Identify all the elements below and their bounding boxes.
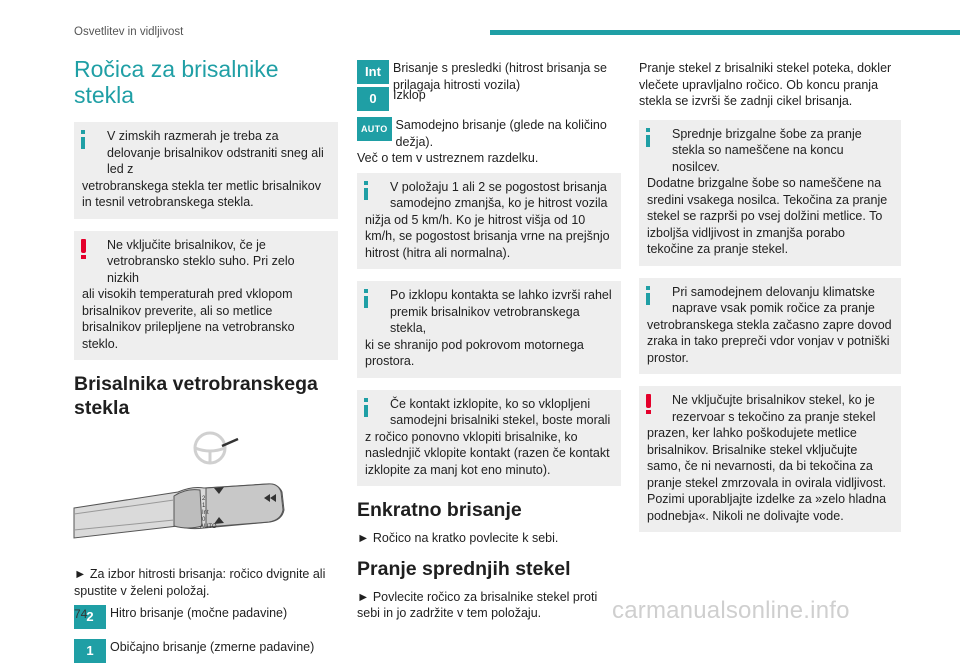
note-text-rest: nižja od 5 km/h. Ko je hitrost višja od 10 km/h, se pogostost brisanja vrne na prejšnjo hitrost (hitra ali normalna). xyxy=(365,212,610,260)
note-text-rest: z ročico ponovno vklopiti brisalnike, ko naslednjič vklopite kontakt (razen če kontakt izklopite za manj kot eno minuto). xyxy=(365,429,610,477)
note-text-rest: Dodatne brizgalne šobe so nameščene na sredini vsakega nosilca. Tekočina za pranje stekel se razprši po vsej dolžini metlice. To izboljša vidljivost in zmanjša porabo tekočine za pranje stekel. xyxy=(647,176,888,256)
option-text: Hitro brisanje (močne padavine) xyxy=(110,606,288,620)
position-badge: AUTO xyxy=(357,117,392,141)
watermark: carmanualsonline.info xyxy=(612,597,850,624)
info-icon xyxy=(81,130,85,149)
intro-text: Pranje stekel z brisalniki stekel poteka, dokler vlečete upravljalno ročico. Ob koncu pranja stekla se izvrši še zadnji cikel brisanja. xyxy=(639,61,892,108)
instruction-text: ► Ročico na kratko povlecite k sebi. xyxy=(357,531,559,545)
lever-mark: 2 xyxy=(202,496,206,502)
note-text-rest: prazen, ker lahko poškodujete metlice brisalnikov. Brisalnike stekel vključujte samo, če ni nevarnosti, da bi tekočina za pranje stekel zmrzovala in ovirala vidljivost. Pozimi uporabljajte izdelke za »zelo hladna podnebja«. Nikoli ne dolivajte vode. xyxy=(647,426,887,523)
running-header: Osvetlitev in vidljivost xyxy=(74,26,184,38)
info-note xyxy=(639,278,901,375)
note-text-rest: vetrobranskega stekla ter metlic brisalnikov in tesnil vetrobranskega stekla. xyxy=(82,178,321,209)
position-badge: 0 xyxy=(357,87,389,111)
info-icon xyxy=(364,398,368,417)
option-text: Samodejno brisanje (glede na količino dežja). xyxy=(395,118,607,149)
steering-wheel-icon xyxy=(195,433,238,463)
info-note xyxy=(357,390,621,487)
wiper-lever-drawing xyxy=(74,430,338,558)
note-text-first: Ne vključite brisalnikov, če je vetrobransko steklo suho. Pri zelo nizkih xyxy=(107,237,295,285)
note-text-rest: ki se shranijo pod pokrovom motornega prostora. xyxy=(365,337,584,368)
position-badge: 2 xyxy=(74,605,106,629)
option-text: Izklop xyxy=(393,88,426,102)
section-title: Ročica za brisalnike stekla xyxy=(74,56,279,108)
info-note xyxy=(639,120,901,266)
more-info-text: Več o tem v ustreznem razdelku. xyxy=(357,151,539,165)
lever-mark: AUTO xyxy=(200,524,217,530)
info-note xyxy=(74,122,338,219)
note-text-first: V položaju 1 ali 2 se pogostost brisanja samodejno zmanjša, ko je hitrost vozila xyxy=(390,179,608,210)
warning-icon xyxy=(81,239,87,259)
note-text-rest: vetrobranskega stekla začasno zapre dovod zraka in tako prepreči vdor vonjav v potniški prostor. xyxy=(647,317,892,365)
speed-option xyxy=(74,639,338,663)
position-badge: Int xyxy=(357,60,389,84)
instruction-text: ► Za izbor hitrosti brisanja: ročico dvignite ali spustite v želeni položaj. xyxy=(74,567,326,598)
note-text-first: Sprednje brizgalne šobe za pranje stekla so nameščene na koncu nosilcev. xyxy=(672,126,862,174)
note-text-first: Če kontakt izklopite, ko so vklopljeni samodejni brisalniki stekel, boste morali xyxy=(390,396,611,427)
warning-note xyxy=(74,231,338,361)
info-note xyxy=(357,173,621,270)
column-3 xyxy=(639,60,901,544)
column-1 xyxy=(74,56,338,669)
wiper-lever-illustration xyxy=(74,430,338,558)
lever-mark: Int xyxy=(202,510,209,516)
lever-mark: 0 xyxy=(202,517,206,523)
warning-note xyxy=(639,386,901,532)
info-note xyxy=(357,281,621,378)
option-text: Običajno brisanje (zmerne padavine) xyxy=(110,640,315,654)
speed-option xyxy=(357,117,621,150)
note-text-first: Pri samodejnem delovanju klimatske naprave vsak pomik ročice za pranje xyxy=(672,284,875,315)
position-badge: 1 xyxy=(74,639,106,663)
option-text: Brisanje s presledki (hitrost brisanja se prilagaja hitrosti vozila) xyxy=(393,61,607,92)
page-number: 74 xyxy=(74,607,88,621)
info-icon xyxy=(646,128,650,147)
warning-icon xyxy=(646,394,652,414)
lever-mark: 1 xyxy=(202,503,206,509)
info-icon xyxy=(364,181,368,200)
speed-option xyxy=(74,605,338,629)
note-text-first: Po izklopu kontakta se lahko izvrši rahel premik brisalnikov vetrobranskega stekla, xyxy=(390,288,612,335)
subsection-title: Enkratno brisanje xyxy=(357,499,522,521)
subsection-title: Brisalnika vetrobranskega stekla xyxy=(74,373,318,419)
note-text-rest: ali visokih temperaturah pred vklopom brisalnikov preverite, ali so metlice brisalnikov prilepljene na vetrobransko steklo. xyxy=(82,287,295,351)
info-icon xyxy=(646,286,650,305)
note-text-first: Ne vključujte brisalnikov stekel, ko je rezervoar s tekočino za pranje stekel xyxy=(672,393,876,424)
instruction-text: ► Povlecite ročico za brisalnike stekel proti sebi in jo zadržite v tem položaju. xyxy=(357,589,598,620)
header-accent-bar xyxy=(490,30,960,35)
subsection-title: Pranje sprednjih stekel xyxy=(357,557,571,580)
info-icon xyxy=(364,289,368,308)
note-text-first: V zimskih razmerah je treba za delovanje brisalnikov odstraniti sneg ali led z xyxy=(107,129,324,176)
column-2 xyxy=(357,60,621,628)
